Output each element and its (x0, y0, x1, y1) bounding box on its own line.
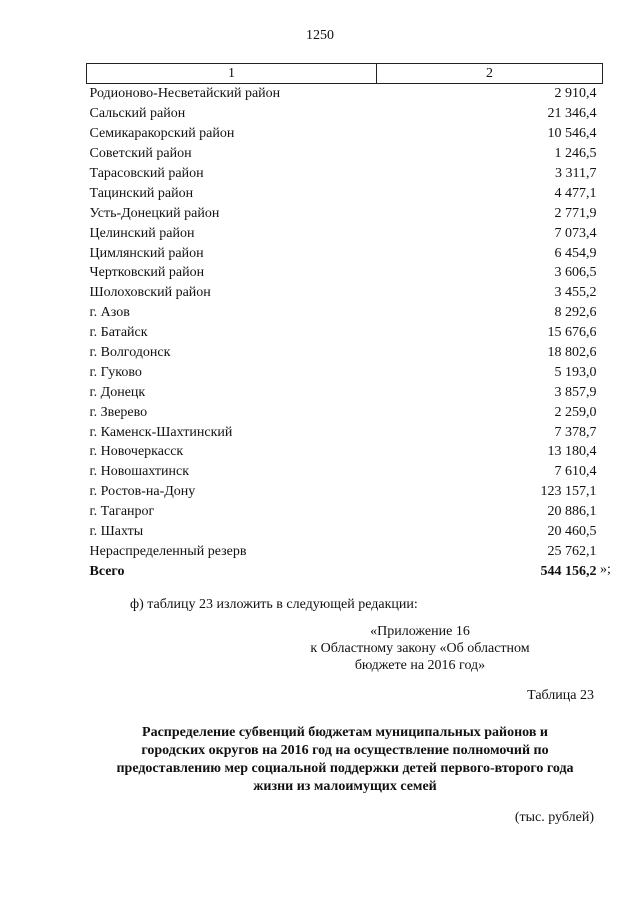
subvention-amount: 3 857,9 (554, 384, 597, 400)
municipality-name: Сальский район (89, 106, 186, 122)
subvention-amount: 2 771,9 (554, 205, 597, 221)
subvention-amount: 123 157,1 (540, 484, 597, 500)
title-line: предоставлению мер социальной поддержки детей первого-второго года (116, 761, 574, 776)
total-row (87, 561, 603, 581)
table-row (87, 382, 603, 402)
subvention-amount: 18 802,6 (547, 345, 597, 361)
subvention-amount: 6 454,9 (554, 245, 597, 261)
table-row (87, 522, 603, 542)
subvention-amount: 3 311,7 (555, 166, 597, 181)
table-row (87, 124, 603, 144)
municipality-name: г. Волгодонск (89, 345, 171, 361)
subvention-amount: 7 073,4 (554, 225, 597, 241)
table-row (87, 442, 603, 462)
municipality-name: г. Ростов-на-Дону (89, 484, 196, 500)
municipality-name: г. Зверево (89, 404, 148, 420)
municipality-name: Тацинский район (89, 185, 194, 201)
total-amount: 544 156,2 (540, 563, 597, 579)
municipality-name: Нераспределенный резерв (89, 543, 247, 559)
title-line: Распределение субвенций бюджетам муниципальных районов и (142, 725, 548, 740)
table-row (87, 283, 603, 303)
municipality-name: Тарасовский район (89, 166, 204, 181)
appendix-line: к Областному закону «Об областном (310, 641, 530, 656)
municipality-name: Советский район (89, 146, 192, 162)
municipality-name: г. Гуково (89, 364, 142, 380)
table-row (87, 402, 603, 422)
table-row (87, 303, 603, 323)
municipality-name: Усть-Донецкий район (89, 205, 220, 221)
municipality-name: Шолоховский район (89, 285, 211, 301)
table-row (87, 343, 603, 363)
title-line: городских округов на 2016 год на осуществление полномочий по (141, 743, 549, 758)
instruction-text: ф) таблицу 23 изложить в следующей редакции: (130, 597, 418, 612)
subvention-amount: 8 292,6 (554, 305, 597, 321)
subvention-amount: 7 378,7 (554, 424, 597, 440)
municipality-name: Целинский район (89, 225, 195, 241)
total-label: Всего (89, 563, 125, 579)
table-row (87, 203, 603, 223)
table-row (87, 183, 603, 203)
municipality-name: г. Донецк (89, 384, 146, 400)
table-row (87, 362, 603, 382)
appendix-line: «Приложение 16 (370, 624, 470, 639)
subvention-amount: 15 676,6 (547, 325, 597, 341)
column-header-2: 2 (377, 64, 603, 84)
subvention-amount: 4 477,1 (554, 185, 597, 201)
subvention-amount: 2 259,0 (554, 404, 597, 420)
appendix-line: бюджете на 2016 год» (354, 658, 486, 673)
table-row (87, 323, 603, 343)
table-row (87, 422, 603, 442)
table-row (87, 482, 603, 502)
municipality-name: г. Новочеркасск (89, 444, 184, 460)
page-number: 1250 (306, 28, 334, 43)
subvention-amount: 21 346,4 (547, 106, 597, 122)
table-row (87, 502, 603, 522)
subvention-amount: 13 180,4 (547, 444, 597, 460)
table-row (87, 84, 603, 104)
municipality-name: Цимлянский район (89, 245, 204, 261)
table-row (87, 541, 603, 561)
subvention-amount: 3 455,2 (554, 285, 597, 301)
municipality-name: г. Новошахтинск (89, 464, 190, 480)
municipality-name: Чертковский район (89, 265, 205, 281)
municipality-name: г. Азов (89, 305, 130, 321)
municipality-name: г. Таганрог (89, 504, 155, 520)
table-row (87, 164, 603, 184)
total-closing-quote: »; (600, 562, 611, 577)
subvention-amount: 25 762,1 (547, 543, 597, 559)
table-row (87, 263, 603, 283)
subvention-amount: 5 193,0 (554, 364, 597, 380)
table-header-row (87, 64, 603, 84)
column-header-1: 1 (87, 64, 377, 84)
subvention-amount: 1 246,5 (554, 146, 597, 162)
subvention-amount: 3 606,5 (554, 265, 597, 281)
table-label: Таблица 23 (527, 688, 594, 703)
municipality-name: Родионово-Несветайский район (89, 86, 281, 102)
table-row (87, 243, 603, 263)
units-label: (тыс. рублей) (514, 810, 594, 825)
subvention-amount: 20 886,1 (547, 504, 597, 520)
table-row (87, 223, 603, 243)
municipality-name: г. Каменск-Шахтинский (89, 424, 233, 440)
table-row (87, 462, 603, 482)
table-row (87, 144, 603, 164)
subvention-amount: 20 460,5 (547, 524, 597, 540)
municipality-name: г. Шахты (89, 524, 144, 540)
subvention-table (86, 63, 603, 581)
title-line: жизни из малоимущих семей (253, 779, 437, 794)
subvention-amount: 7 610,4 (554, 464, 597, 480)
document-title (90, 724, 600, 796)
appendix-reference (300, 623, 540, 674)
municipality-name: Семикаракорский район (89, 126, 235, 142)
municipality-name: г. Батайск (89, 325, 148, 341)
table-row (87, 104, 603, 124)
table-body (87, 84, 603, 582)
subvention-amount: 10 546,4 (547, 126, 597, 142)
subvention-amount: 2 910,4 (554, 86, 597, 102)
